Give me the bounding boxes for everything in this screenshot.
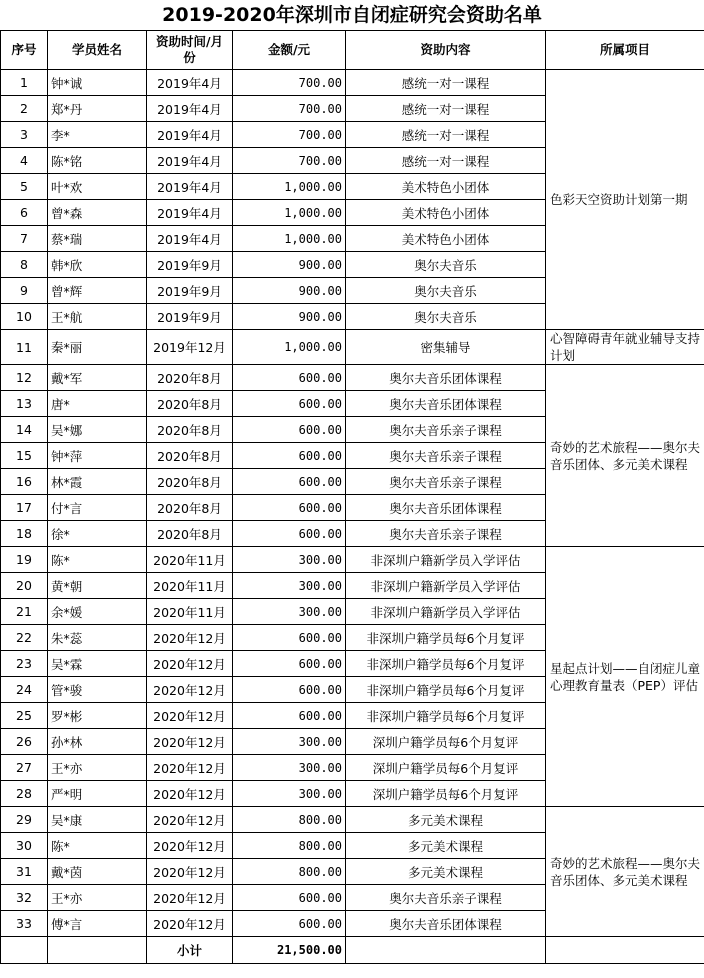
amount-cell[interactable]: 900.00 [233, 304, 346, 330]
funding-content-cell[interactable]: 奥尔夫音乐亲子课程 [346, 521, 546, 547]
funding-content-cell[interactable]: 奥尔夫音乐 [346, 252, 546, 278]
row-no-cell[interactable]: 29 [1, 807, 48, 833]
student-name-cell[interactable]: 陈* [48, 833, 147, 859]
funding-date-cell[interactable]: 2020年11月 [147, 573, 233, 599]
funding-date-cell[interactable]: 2020年12月 [147, 807, 233, 833]
student-name-cell[interactable]: 戴*军 [48, 365, 147, 391]
student-name-cell[interactable]: 曾*森 [48, 200, 147, 226]
header-amount[interactable]: 金额/元 [233, 31, 346, 70]
row-no-cell[interactable]: 24 [1, 677, 48, 703]
funding-date-cell[interactable]: 2020年12月 [147, 859, 233, 885]
funding-date-cell[interactable]: 2020年8月 [147, 443, 233, 469]
funding-content-cell[interactable]: 奥尔夫音乐 [346, 278, 546, 304]
row-no-cell[interactable]: 4 [1, 148, 48, 174]
funding-date-cell[interactable]: 2020年8月 [147, 365, 233, 391]
row-no-cell[interactable]: 26 [1, 729, 48, 755]
table-row [1, 70, 704, 96]
student-name-cell[interactable]: 付*言 [48, 495, 147, 521]
funding-content-cell[interactable]: 奥尔夫音乐亲子课程 [346, 885, 546, 911]
row-no-cell[interactable]: 17 [1, 495, 48, 521]
amount-cell[interactable]: 600.00 [233, 911, 346, 937]
table-row [1, 330, 704, 365]
amount-cell[interactable]: 600.00 [233, 521, 346, 547]
student-name-cell[interactable]: 蔡*瑞 [48, 226, 147, 252]
funding-content-cell[interactable]: 奥尔夫音乐团体课程 [346, 391, 546, 417]
amount-cell[interactable]: 800.00 [233, 807, 346, 833]
amount-cell[interactable]: 300.00 [233, 781, 346, 807]
funding-content-cell[interactable]: 奥尔夫音乐团体课程 [346, 911, 546, 937]
funding-date-cell[interactable]: 2020年12月 [147, 833, 233, 859]
row-no-cell[interactable]: 3 [1, 122, 48, 148]
funding-date-cell[interactable]: 2019年9月 [147, 278, 233, 304]
funding-date-cell[interactable]: 2019年4月 [147, 148, 233, 174]
funding-content-cell[interactable]: 深圳户籍学员每6个月复评 [346, 781, 546, 807]
amount-cell[interactable]: 600.00 [233, 417, 346, 443]
student-name-cell[interactable]: 王*亦 [48, 755, 147, 781]
amount-cell[interactable]: 600.00 [233, 677, 346, 703]
amount-cell[interactable]: 700.00 [233, 148, 346, 174]
table-row [1, 807, 704, 833]
student-name-cell[interactable]: 曾*辉 [48, 278, 147, 304]
funding-content-cell[interactable]: 奥尔夫音乐团体课程 [346, 365, 546, 391]
funding-content-cell[interactable]: 非深圳户籍学员每6个月复评 [346, 677, 546, 703]
funding-content-cell[interactable]: 多元美术课程 [346, 807, 546, 833]
amount-cell[interactable]: 700.00 [233, 96, 346, 122]
row-no-cell[interactable]: 28 [1, 781, 48, 807]
amount-cell[interactable]: 300.00 [233, 755, 346, 781]
funding-date-cell[interactable]: 2020年12月 [147, 729, 233, 755]
student-name-cell[interactable]: 秦*丽 [48, 330, 147, 365]
row-no-cell[interactable]: 1 [1, 70, 48, 96]
table-row [1, 547, 704, 573]
funding-content-cell[interactable]: 奥尔夫音乐亲子课程 [346, 417, 546, 443]
row-no-cell[interactable]: 7 [1, 226, 48, 252]
row-no-cell[interactable]: 18 [1, 521, 48, 547]
amount-cell[interactable]: 1,000.00 [233, 174, 346, 200]
funding-date-cell[interactable]: 2020年8月 [147, 391, 233, 417]
header-no[interactable]: 序号 [1, 31, 48, 70]
row-no-cell[interactable]: 14 [1, 417, 48, 443]
header-content[interactable]: 资助内容 [346, 31, 546, 70]
footer-empty-cell[interactable] [346, 937, 546, 964]
amount-cell[interactable]: 600.00 [233, 885, 346, 911]
funding-content-cell[interactable]: 密集辅导 [346, 330, 546, 365]
funding-date-cell[interactable]: 2020年12月 [147, 911, 233, 937]
student-name-cell[interactable]: 黄*朝 [48, 573, 147, 599]
funding-content-cell[interactable]: 多元美术课程 [346, 833, 546, 859]
student-name-cell[interactable]: 严*明 [48, 781, 147, 807]
row-no-cell[interactable]: 6 [1, 200, 48, 226]
row-no-cell[interactable]: 33 [1, 911, 48, 937]
amount-cell[interactable]: 600.00 [233, 443, 346, 469]
row-no-cell[interactable]: 19 [1, 547, 48, 573]
footer-empty-cell[interactable] [1, 937, 48, 964]
amount-cell[interactable]: 900.00 [233, 278, 346, 304]
row-no-cell[interactable]: 11 [1, 330, 48, 365]
row-no-cell[interactable]: 10 [1, 304, 48, 330]
amount-cell[interactable]: 600.00 [233, 495, 346, 521]
funding-date-cell[interactable]: 2019年4月 [147, 122, 233, 148]
funding-date-cell[interactable]: 2019年4月 [147, 174, 233, 200]
row-no-cell[interactable]: 9 [1, 278, 48, 304]
funding-date-cell[interactable]: 2019年4月 [147, 70, 233, 96]
table-header [1, 31, 704, 70]
row-no-cell[interactable]: 32 [1, 885, 48, 911]
student-name-cell[interactable]: 叶*欢 [48, 174, 147, 200]
student-name-cell[interactable]: 管*骏 [48, 677, 147, 703]
funding-date-cell[interactable]: 2019年9月 [147, 252, 233, 278]
student-name-cell[interactable]: 韩*欣 [48, 252, 147, 278]
funding-content-cell[interactable]: 深圳户籍学员每6个月复评 [346, 755, 546, 781]
amount-cell[interactable]: 300.00 [233, 573, 346, 599]
funding-date-cell[interactable]: 2019年9月 [147, 304, 233, 330]
funding-content-cell[interactable]: 非深圳户籍新学员入学评估 [346, 573, 546, 599]
funding-content-cell[interactable]: 美术特色小团体 [346, 226, 546, 252]
amount-cell[interactable]: 800.00 [233, 859, 346, 885]
row-no-cell[interactable]: 30 [1, 833, 48, 859]
student-name-cell[interactable]: 罗*彬 [48, 703, 147, 729]
row-no-cell[interactable]: 13 [1, 391, 48, 417]
row-no-cell[interactable]: 16 [1, 469, 48, 495]
funding-content-cell[interactable]: 非深圳户籍学员每6个月复评 [346, 625, 546, 651]
footer-empty-cell[interactable] [48, 937, 147, 964]
funding-date-cell[interactable]: 2020年8月 [147, 417, 233, 443]
row-no-cell[interactable]: 8 [1, 252, 48, 278]
amount-cell[interactable]: 600.00 [233, 469, 346, 495]
student-name-cell[interactable]: 孙*林 [48, 729, 147, 755]
funding-content-cell[interactable]: 感统一对一课程 [346, 122, 546, 148]
funding-content-cell[interactable]: 深圳户籍学员每6个月复评 [346, 729, 546, 755]
project-cell[interactable]: 奇妙的艺术旅程——奥尔夫音乐团体、多元美术课程 [546, 807, 704, 937]
row-no-cell[interactable]: 20 [1, 573, 48, 599]
funding-date-cell[interactable]: 2020年12月 [147, 677, 233, 703]
funding-date-cell[interactable]: 2020年8月 [147, 495, 233, 521]
amount-cell[interactable]: 1,000.00 [233, 330, 346, 365]
row-no-cell[interactable]: 15 [1, 443, 48, 469]
funding-table [0, 30, 704, 964]
amount-cell[interactable]: 600.00 [233, 391, 346, 417]
amount-cell[interactable]: 800.00 [233, 833, 346, 859]
amount-cell[interactable]: 1,000.00 [233, 226, 346, 252]
funding-content-cell[interactable]: 美术特色小团体 [346, 174, 546, 200]
student-name-cell[interactable]: 吴*娜 [48, 417, 147, 443]
student-name-cell[interactable]: 王*亦 [48, 885, 147, 911]
student-name-cell[interactable]: 陈*铭 [48, 148, 147, 174]
row-no-cell[interactable]: 2 [1, 96, 48, 122]
student-name-cell[interactable]: 唐* [48, 391, 147, 417]
row-no-cell[interactable]: 23 [1, 651, 48, 677]
funding-date-cell[interactable]: 2020年8月 [147, 521, 233, 547]
header-name[interactable]: 学员姓名 [48, 31, 147, 70]
funding-content-cell[interactable]: 非深圳户籍学员每6个月复评 [346, 651, 546, 677]
amount-cell[interactable]: 1,000.00 [233, 200, 346, 226]
header-project[interactable]: 所属项目 [546, 31, 704, 70]
funding-date-cell[interactable]: 2019年4月 [147, 226, 233, 252]
sheet-title: 2019-2020年深圳市自闭症研究会资助名单 [162, 4, 542, 26]
subtotal-amount[interactable]: 21,500.00 [233, 937, 346, 964]
funding-date-cell[interactable]: 2020年12月 [147, 703, 233, 729]
project-cell[interactable]: 色彩天空资助计划第一期 [546, 70, 704, 330]
funding-date-cell[interactable]: 2020年12月 [147, 885, 233, 911]
funding-date-cell[interactable]: 2020年12月 [147, 651, 233, 677]
student-name-cell[interactable]: 钟*萍 [48, 443, 147, 469]
funding-date-cell[interactable]: 2019年4月 [147, 96, 233, 122]
table-row [1, 365, 704, 391]
funding-content-cell[interactable]: 非深圳户籍新学员入学评估 [346, 599, 546, 625]
project-cell[interactable]: 奇妙的艺术旅程——奥尔夫音乐团体、多元美术课程 [546, 365, 704, 547]
project-cell[interactable]: 星起点计划——自闭症儿童心理教育量表（PEP）评估 [546, 547, 704, 807]
funding-date-cell[interactable]: 2020年12月 [147, 781, 233, 807]
row-no-cell[interactable]: 25 [1, 703, 48, 729]
funding-content-cell[interactable]: 非深圳户籍学员每6个月复评 [346, 703, 546, 729]
amount-cell[interactable]: 700.00 [233, 122, 346, 148]
funding-date-cell[interactable]: 2020年12月 [147, 625, 233, 651]
amount-cell[interactable]: 600.00 [233, 651, 346, 677]
header-date[interactable]: 资助时间/月份 [147, 31, 233, 70]
amount-cell[interactable]: 300.00 [233, 729, 346, 755]
funding-content-cell[interactable]: 多元美术课程 [346, 859, 546, 885]
row-no-cell[interactable]: 27 [1, 755, 48, 781]
subtotal-label[interactable]: 小计 [147, 937, 233, 964]
amount-cell[interactable]: 900.00 [233, 252, 346, 278]
funding-date-cell[interactable]: 2019年4月 [147, 200, 233, 226]
student-name-cell[interactable]: 陈* [48, 547, 147, 573]
funding-date-cell[interactable]: 2020年11月 [147, 547, 233, 573]
footer-empty-cell[interactable] [546, 937, 704, 964]
student-name-cell[interactable]: 王*航 [48, 304, 147, 330]
student-name-cell[interactable]: 朱*蕊 [48, 625, 147, 651]
funding-date-cell[interactable]: 2020年8月 [147, 469, 233, 495]
table-body [1, 70, 704, 937]
funding-content-cell[interactable]: 奥尔夫音乐团体课程 [346, 495, 546, 521]
amount-cell[interactable]: 300.00 [233, 599, 346, 625]
funding-content-cell[interactable]: 非深圳户籍新学员入学评估 [346, 547, 546, 573]
funding-content-cell[interactable]: 美术特色小团体 [346, 200, 546, 226]
amount-cell[interactable]: 600.00 [233, 625, 346, 651]
table-footer [1, 937, 704, 964]
funding-date-cell[interactable]: 2019年12月 [147, 330, 233, 365]
amount-cell[interactable]: 600.00 [233, 703, 346, 729]
funding-date-cell[interactable]: 2020年11月 [147, 599, 233, 625]
student-name-cell[interactable]: 钟*诚 [48, 70, 147, 96]
student-name-cell[interactable]: 吴*康 [48, 807, 147, 833]
row-no-cell[interactable]: 22 [1, 625, 48, 651]
row-no-cell[interactable]: 21 [1, 599, 48, 625]
student-name-cell[interactable]: 余*媛 [48, 599, 147, 625]
funding-content-cell[interactable]: 奥尔夫音乐亲子课程 [346, 469, 546, 495]
amount-cell[interactable]: 600.00 [233, 365, 346, 391]
row-no-cell[interactable]: 5 [1, 174, 48, 200]
student-name-cell[interactable]: 李* [48, 122, 147, 148]
row-no-cell[interactable]: 12 [1, 365, 48, 391]
funding-date-cell[interactable]: 2020年12月 [147, 755, 233, 781]
project-cell[interactable]: 心智障碍青年就业辅导支持计划 [546, 330, 704, 365]
funding-content-cell[interactable]: 奥尔夫音乐亲子课程 [346, 443, 546, 469]
amount-cell[interactable]: 700.00 [233, 70, 346, 96]
amount-cell[interactable]: 300.00 [233, 547, 346, 573]
funding-content-cell[interactable]: 感统一对一课程 [346, 96, 546, 122]
student-name-cell[interactable]: 戴*茵 [48, 859, 147, 885]
row-no-cell[interactable]: 31 [1, 859, 48, 885]
student-name-cell[interactable]: 郑*丹 [48, 96, 147, 122]
funding-content-cell[interactable]: 感统一对一课程 [346, 148, 546, 174]
funding-content-cell[interactable]: 奥尔夫音乐 [346, 304, 546, 330]
funding-content-cell[interactable]: 感统一对一课程 [346, 70, 546, 96]
student-name-cell[interactable]: 傅*言 [48, 911, 147, 937]
student-name-cell[interactable]: 林*霞 [48, 469, 147, 495]
student-name-cell[interactable]: 徐* [48, 521, 147, 547]
student-name-cell[interactable]: 吴*霖 [48, 651, 147, 677]
